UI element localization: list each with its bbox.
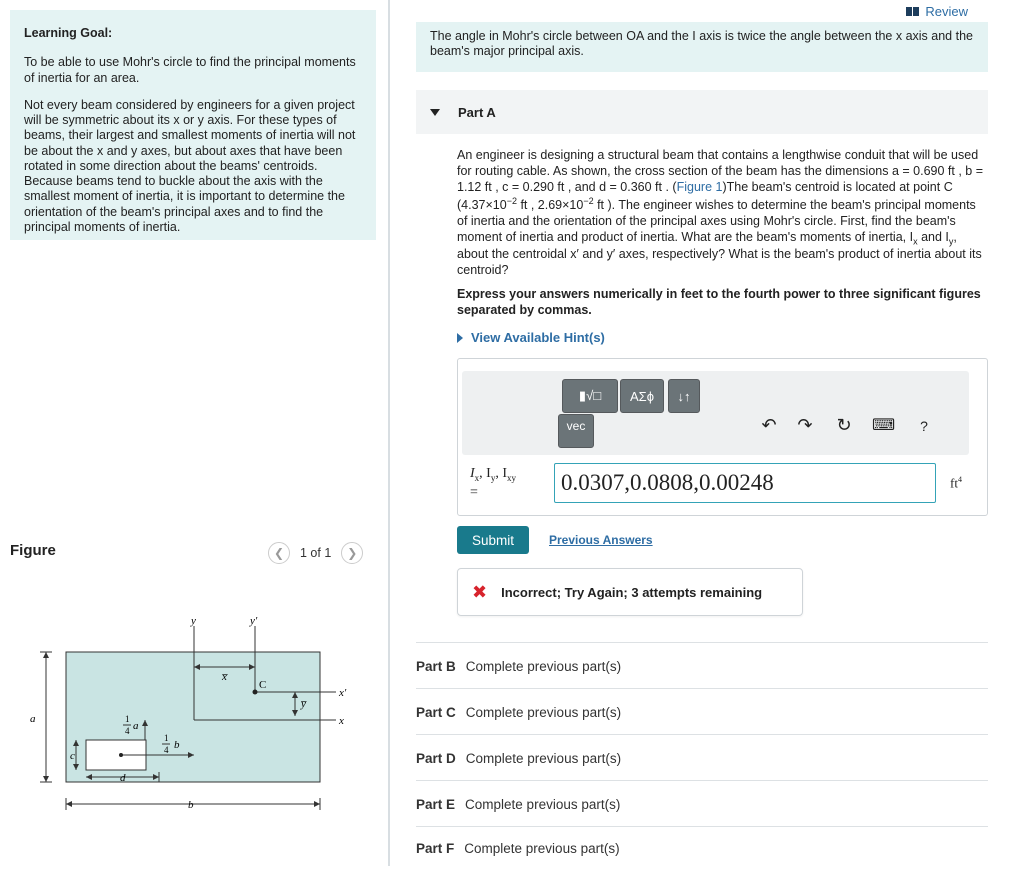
figure-label-d: d <box>120 772 126 784</box>
exponent-1: −2 <box>506 195 517 206</box>
part-e-row[interactable] <box>416 781 988 827</box>
figure-label-x-prime: x′ <box>339 687 347 699</box>
greek-symbols-button[interactable]: AΣϕ <box>620 379 664 413</box>
part-c-status: Complete previous part(s) <box>465 704 622 720</box>
learning-goal-body: Not every beam considered by engineers for a given project will be symmetric about its x or y axis. For these types of beams, their largest and smallest moments of inertia will not be about the x and y axes, but about axes that have been rotated in some direction about the beams' centroids. Because beams tend to buckle about the axis with the smallest moment of inertia, it is important to determine the orientation of the beam's principal axes and to find the principal moments of inertia. <box>24 97 356 234</box>
answer-input[interactable]: 0.0307,0.0808,0.00248 <box>554 463 936 503</box>
figure-label-y: y <box>191 615 196 627</box>
hint-note <box>416 22 988 72</box>
answer-unit <box>950 475 962 491</box>
figure-label-x-bar: x̅ <box>222 671 227 683</box>
part-f-status: Complete previous part(s) <box>464 840 620 856</box>
figure-label-a-small: a <box>133 720 139 732</box>
part-d-status: Complete previous part(s) <box>465 750 622 766</box>
figure-label-a: a <box>30 713 36 725</box>
learning-goal-box <box>10 10 376 240</box>
part-b-status: Complete previous part(s) <box>465 658 622 674</box>
part-e-label: Part E <box>416 796 456 812</box>
prev-figure-button[interactable] <box>268 542 290 564</box>
label-sub-xy: xy <box>507 472 517 483</box>
incorrect-x-icon: ✖ <box>472 581 488 602</box>
keyboard-icon[interactable]: ⌨ <box>872 417 896 434</box>
vector-button[interactable]: vec <box>558 414 594 448</box>
answer-panel <box>457 358 988 516</box>
sub-y: y <box>948 236 954 247</box>
sub-x: x <box>913 236 918 247</box>
view-hints-label: View Available Hint(s) <box>471 330 605 345</box>
part-c-label: Part C <box>416 704 456 720</box>
part-c-row[interactable] <box>416 689 988 735</box>
label-I3: , I <box>495 466 508 481</box>
figure-pager <box>268 542 363 564</box>
figure-page-count: 1 of 1 <box>300 546 332 560</box>
part-a-header[interactable] <box>416 90 988 134</box>
templates-button[interactable]: ▮√□ <box>562 379 618 413</box>
figure-label-c: c <box>70 750 75 762</box>
figure-title: Figure <box>10 542 56 559</box>
quarter-a-den: 4 <box>125 726 130 736</box>
problem-text-1: An engineer is designing a structural beam that contains a lengthwise conduit that will be used for routing cable. As shown, the cross section of the beam has the dimensions a = 0.690 ft , b = 1.12 ft , c = 0.290 ft , and d = 0.360 ft . ( <box>457 148 984 194</box>
unit-exponent: 4 <box>957 475 962 484</box>
view-hints-toggle[interactable] <box>457 330 605 345</box>
learning-goal-text: To be able to use Mohr's circle to find the principal moments of inertia for an area. <box>24 55 356 85</box>
part-d-row[interactable] <box>416 735 988 781</box>
figure-label-b-small: b <box>174 739 180 751</box>
learning-goal-title: Learning Goal: <box>24 26 113 40</box>
part-b-label: Part B <box>416 658 456 674</box>
figure-label-x: x <box>339 715 344 727</box>
collapse-triangle-icon <box>430 109 440 116</box>
review-link[interactable] <box>906 4 968 19</box>
redo-icon[interactable]: ↷ <box>797 415 813 435</box>
answer-instructions: Express your answers numerically in feet to the fourth power to three significant figures separated by commas. <box>457 287 981 317</box>
next-figure-button[interactable] <box>341 542 363 564</box>
review-icon <box>906 7 919 16</box>
figure-label-y-bar: y̅ <box>301 698 306 710</box>
problem-statement <box>457 148 989 279</box>
problem-text-4: ft ). The engineer wishes to determine the beam's principal moments of inertia and the orientation of the principal axes using Mohr's circle. First, find the beam's moment of inertia and product of inertia. What are the beam's moments of inertia, I <box>457 197 976 244</box>
exponent-2: −2 <box>583 195 594 206</box>
subscript-superscript-button[interactable]: ↓↑ <box>668 379 700 413</box>
label-equals: = <box>470 485 478 501</box>
beam-cross-section-figure <box>18 612 358 812</box>
undo-icon[interactable]: ↶ <box>761 415 777 435</box>
feedback-text: Incorrect; Try Again; 3 attempts remaining <box>501 584 763 600</box>
previous-answers-link[interactable]: Previous Answers <box>549 533 653 547</box>
review-label: Review <box>925 4 968 19</box>
problem-text-5: and I <box>917 229 949 244</box>
part-f-row[interactable] <box>416 825 988 871</box>
feedback-message <box>457 568 803 616</box>
figure-label-b: b <box>188 799 194 811</box>
chevron-right-icon: ❯ <box>347 546 358 560</box>
part-d-label: Part D <box>416 750 456 766</box>
problem-text-3: ft , 2.69×10 <box>516 197 584 212</box>
label-sub-x: x <box>474 472 480 483</box>
label-I1: I <box>470 466 475 481</box>
quarter-b-num: 1 <box>164 733 169 743</box>
figure-label-C: C <box>259 679 267 691</box>
label-I2: , I <box>479 466 491 481</box>
unit-label: ft <box>950 475 958 491</box>
hint-note-text: The angle in Mohr's circle between OA and the I axis is twice the angle between the x axis and the beam's major principal axis. <box>430 29 973 59</box>
submit-button[interactable]: Submit <box>457 526 529 554</box>
problem-text-2: )The beam's centroid is located at point C (4.37×10 <box>457 179 953 212</box>
quarter-b-den: 4 <box>164 745 169 755</box>
chevron-left-icon: ❮ <box>273 546 285 560</box>
part-e-status: Complete previous part(s) <box>465 796 621 812</box>
math-toolbar <box>462 371 969 455</box>
help-icon[interactable]: ? <box>920 418 928 434</box>
figure-label-y-prime: y′ <box>250 615 258 627</box>
label-sub-y: y <box>490 472 496 483</box>
part-b-row[interactable] <box>416 643 988 689</box>
answer-variable-label <box>470 465 516 502</box>
column-divider <box>388 0 390 866</box>
expand-triangle-icon <box>457 333 463 343</box>
figure-link[interactable]: Figure 1 <box>676 179 723 194</box>
quarter-a-num: 1 <box>125 714 130 724</box>
reset-icon[interactable]: ↻ <box>836 415 852 435</box>
part-a-title: Part A <box>458 104 496 120</box>
problem-text-6: , about the centroidal x′ and y′ axes, respectively? What is the beam's product of inertia about its centroid? <box>457 229 982 278</box>
part-f-label: Part F <box>416 840 455 856</box>
